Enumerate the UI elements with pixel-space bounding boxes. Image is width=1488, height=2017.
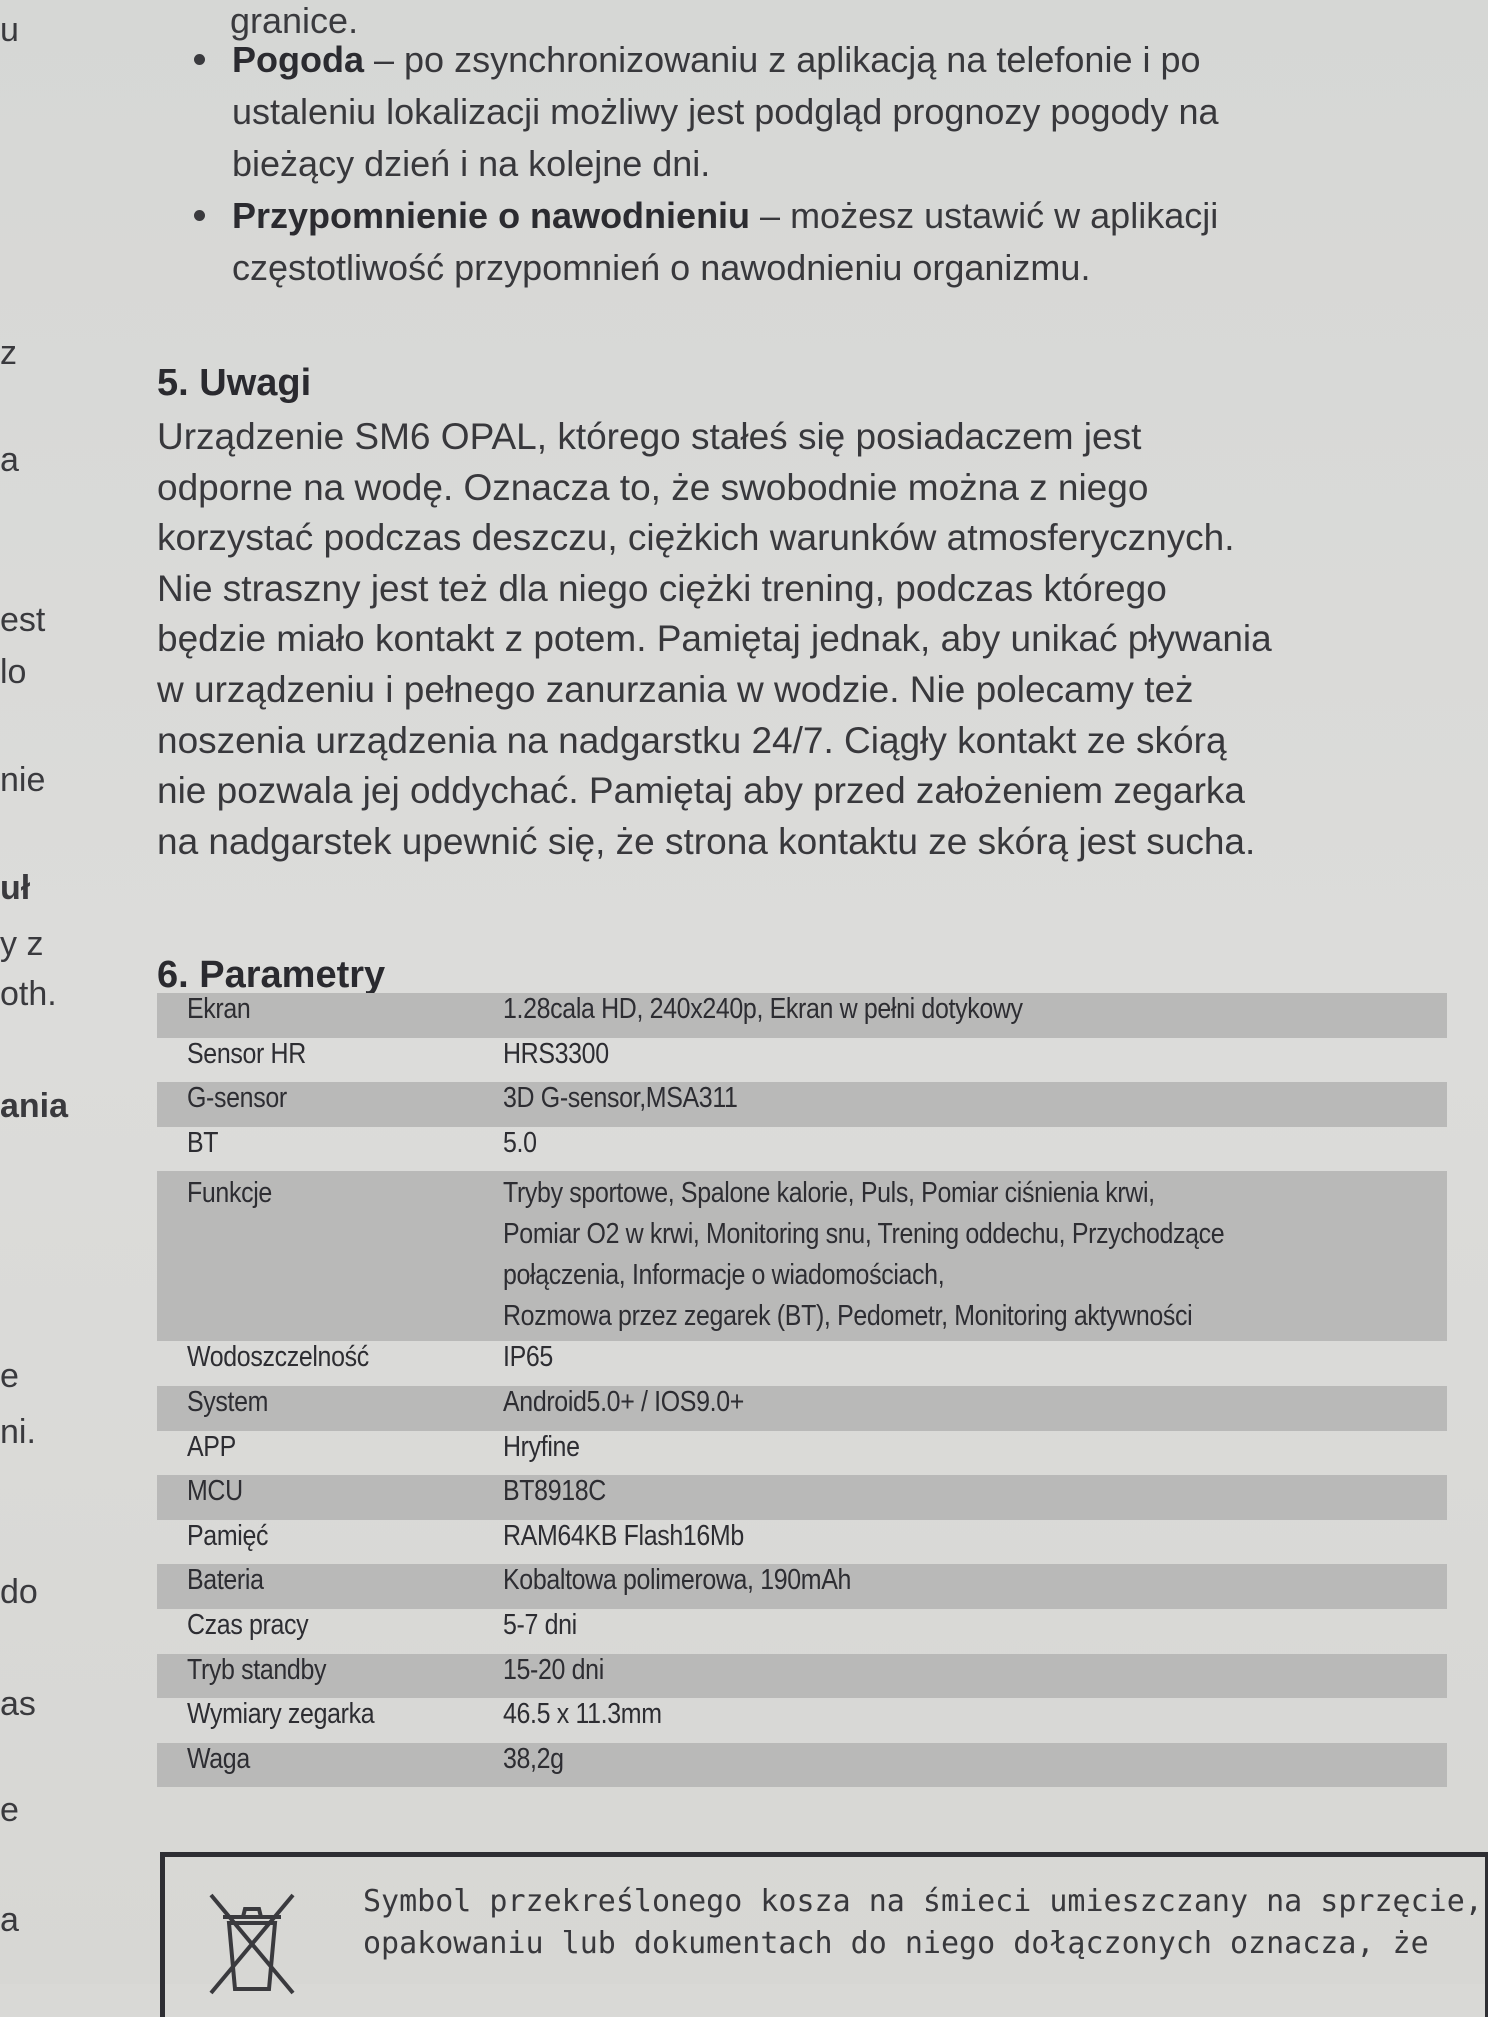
parameter-name-text: Waga: [187, 1742, 250, 1775]
parameter-value-line: Pomiar O2 w krwi, Monitoring snu, Trening oddechu, Przychodzące: [503, 1218, 1225, 1251]
table-row: [157, 1038, 1447, 1083]
parameter-name-text: APP: [187, 1430, 236, 1463]
paragraph-line: będzie miało kontakt z potem. Pamiętaj jednak, aby unikać pływania: [157, 618, 1272, 660]
gutter-fragment: lo: [0, 653, 27, 691]
gutter-fragment: u: [0, 11, 19, 49]
table-row: [157, 1341, 1447, 1386]
parameter-name-text: BT: [187, 1126, 219, 1159]
parameter-value: [473, 1520, 1447, 1565]
bullet-item: [190, 190, 1460, 294]
parameter-name-text: Wodoszczelność: [187, 1341, 369, 1374]
table-row: [157, 1654, 1447, 1699]
gutter-fragment: nie: [0, 761, 46, 799]
parameter-value-line: 5-7 dni: [503, 1608, 577, 1641]
paragraph-line: Urządzenie SM6 OPAL, którego stałeś się posiadaczem jest: [157, 416, 1142, 457]
parameter-name: [157, 1564, 473, 1609]
parameter-value-line: 46.5 x 11.3mm: [503, 1698, 662, 1731]
parameter-value-line: IP65: [503, 1341, 553, 1374]
bullet-title: Pogoda: [232, 39, 364, 80]
bullet-text-line: bieżący dzień i na kolejne dni.: [232, 143, 711, 184]
parameter-name: [157, 1431, 473, 1476]
parameter-name: [157, 1743, 473, 1788]
bullet-text-line: częstotliwość przypomnień o nawodnieniu organizmu.: [232, 247, 1091, 288]
gutter-fragment: e: [0, 1357, 19, 1395]
gutter-fragment: as: [0, 1685, 36, 1723]
parameter-name: [157, 1520, 473, 1565]
table-row: [157, 1609, 1447, 1654]
parameter-value: [473, 1386, 1447, 1431]
paragraph-line: noszenia urządzenia na nadgarstku 24/7. Ciągły kontakt ze skórą: [157, 719, 1227, 761]
parameter-value: [473, 1698, 1447, 1743]
parameter-value: [473, 1127, 1447, 1172]
gutter-fragment: do: [0, 1573, 38, 1611]
table-row: [157, 1082, 1447, 1127]
gutter-fragment: ni.: [0, 1413, 36, 1451]
table-row: [157, 1171, 1447, 1341]
parameter-name: [157, 1038, 473, 1083]
parameter-value: [473, 1341, 1447, 1386]
parameter-value-line: 38,2g: [503, 1742, 564, 1775]
parameter-value-line: 15-20 dni: [503, 1653, 604, 1686]
parameter-name: [157, 1698, 473, 1743]
table-row: [157, 1564, 1447, 1609]
paragraph-line: Nie straszny jest też dla niego ciężki trening, podczas którego: [157, 567, 1167, 609]
parameter-value: [473, 1082, 1447, 1127]
parameter-value: [473, 1431, 1447, 1476]
paragraph-line: na nadgarstek upewnić się, że strona kontaktu ze skórą jest sucha.: [157, 820, 1256, 862]
table-row: [157, 1431, 1447, 1476]
parameter-value-line: Kobaltowa polimerowa, 190mAh: [503, 1564, 852, 1597]
parameter-value-line: Rozmowa przez zegarek (BT), Pedometr, Monitoring aktywności: [503, 1300, 1193, 1333]
parameter-name: [157, 1127, 473, 1172]
parameter-value-line: RAM64KB Flash16Mb: [503, 1519, 744, 1552]
gutter-fragment: a: [0, 441, 19, 479]
gutter-fragment: z: [0, 334, 17, 372]
paragraph-line: nie pozwala jej oddychać. Pamiętaj aby przed założeniem zegarka: [157, 770, 1245, 812]
section-5-paragraph: [157, 412, 1447, 867]
parameter-name: [157, 1171, 473, 1341]
gutter-fragment: ania: [0, 1087, 69, 1125]
parameter-value-line: Hryfine: [503, 1430, 580, 1463]
gutter-fragment: uł: [0, 869, 31, 907]
bullet-dot-icon: [194, 210, 205, 221]
disposal-notice-text: [363, 1881, 1483, 1965]
parameter-value: [473, 1038, 1447, 1083]
bullet-dot-icon: [194, 54, 205, 65]
bullet-title: Przypomnienie o nawodnieniu: [232, 195, 751, 236]
table-row: [157, 1698, 1447, 1743]
table-row: [157, 1386, 1447, 1431]
parameter-name-text: G-sensor: [187, 1082, 287, 1115]
parameter-value: [473, 1609, 1447, 1654]
parameter-value-line: 5.0: [503, 1126, 537, 1159]
parameter-value: [473, 1475, 1447, 1520]
parameter-value: [473, 1564, 1447, 1609]
notice-line: Symbol przekreślonego kosza na śmieci umieszczany na sprzęcie,: [363, 1884, 1483, 1919]
parameter-value: [473, 1743, 1447, 1788]
parameter-name: [157, 1341, 473, 1386]
parameter-name: [157, 993, 473, 1038]
parameter-value-line: połączenia, Informacje o wiadomościach,: [503, 1259, 945, 1292]
parameter-name: [157, 1654, 473, 1699]
gutter-fragment: oth.: [0, 975, 57, 1013]
parameter-name: [157, 1609, 473, 1654]
feature-bullet-list: [190, 34, 1460, 294]
parameter-value: [473, 993, 1447, 1038]
bullet-text-line: ustaleniu lokalizacji możliwy jest podgląd prognozy pogody na: [232, 91, 1219, 132]
parameter-value-line: HRS3300: [503, 1037, 609, 1070]
parameter-value: [473, 1654, 1447, 1699]
notice-line: opakowaniu lub dokumentach do niego dołączonych oznacza, że: [363, 1926, 1429, 1961]
parameter-name-text: Funkcje: [187, 1177, 272, 1210]
parameter-value: [473, 1171, 1447, 1341]
parameter-name-text: Ekran: [187, 993, 251, 1025]
parameter-name-text: Tryb standby: [187, 1653, 327, 1686]
table-row: [157, 1743, 1447, 1788]
parameter-name-text: Pamięć: [187, 1519, 269, 1552]
gutter-fragment: y z: [0, 925, 44, 963]
paragraph-line: odporne na wodę. Oznacza to, że swobodnie można z niego: [157, 466, 1149, 508]
parameter-name-text: Wymiary zegarka: [187, 1698, 375, 1731]
paragraph-line: korzystać podczas deszczu, ciężkich warunków atmosferycznych.: [157, 517, 1235, 559]
text-fragment-top: granice.: [230, 0, 359, 41]
crossed-out-wheelie-bin-icon: [207, 1889, 297, 1999]
section-5-title: 5. Uwagi: [157, 362, 312, 404]
table-row: [157, 1520, 1447, 1565]
parameter-name: [157, 1082, 473, 1127]
section-6-title: 6. Parametry: [157, 954, 386, 996]
parameter-name-text: MCU: [187, 1475, 243, 1508]
parameter-name-text: Bateria: [187, 1564, 264, 1597]
gutter-fragment: a: [0, 1901, 19, 1939]
parameter-value-line: 3D G-sensor,MSA311: [503, 1082, 738, 1115]
bullet-text-line: – po zsynchronizowaniu z aplikacją na telefonie i po: [364, 39, 1201, 80]
parameter-value-line: Android5.0+ / IOS9.0+: [503, 1385, 744, 1418]
table-row: [157, 1127, 1447, 1172]
parameter-value-line: 1.28cala HD, 240x240p, Ekran w pełni dotykowy: [503, 993, 1023, 1025]
parameter-name-text: Sensor HR: [187, 1037, 306, 1070]
bullet-item: [190, 34, 1460, 190]
parameter-name-text: Czas pracy: [187, 1608, 309, 1641]
parameter-value-line: BT8918C: [503, 1475, 606, 1508]
parameter-name: [157, 1475, 473, 1520]
gutter-fragment: e: [0, 1791, 19, 1829]
table-row: [157, 1475, 1447, 1520]
gutter-fragment: est: [0, 601, 46, 639]
paragraph-line: w urządzeniu i pełnego zanurzania w wodzie. Nie polecamy też: [157, 668, 1194, 710]
disposal-notice-box: [160, 1852, 1488, 2017]
parameter-value-line: Tryby sportowe, Spalone kalorie, Puls, Pomiar ciśnienia krwi,: [503, 1177, 1155, 1210]
parameters-table: [157, 993, 1447, 1787]
parameter-name: [157, 1386, 473, 1431]
bullet-text-line: – możesz ustawić w aplikacji: [750, 195, 1219, 236]
table-row: [157, 993, 1447, 1038]
parameter-name-text: System: [187, 1385, 269, 1418]
